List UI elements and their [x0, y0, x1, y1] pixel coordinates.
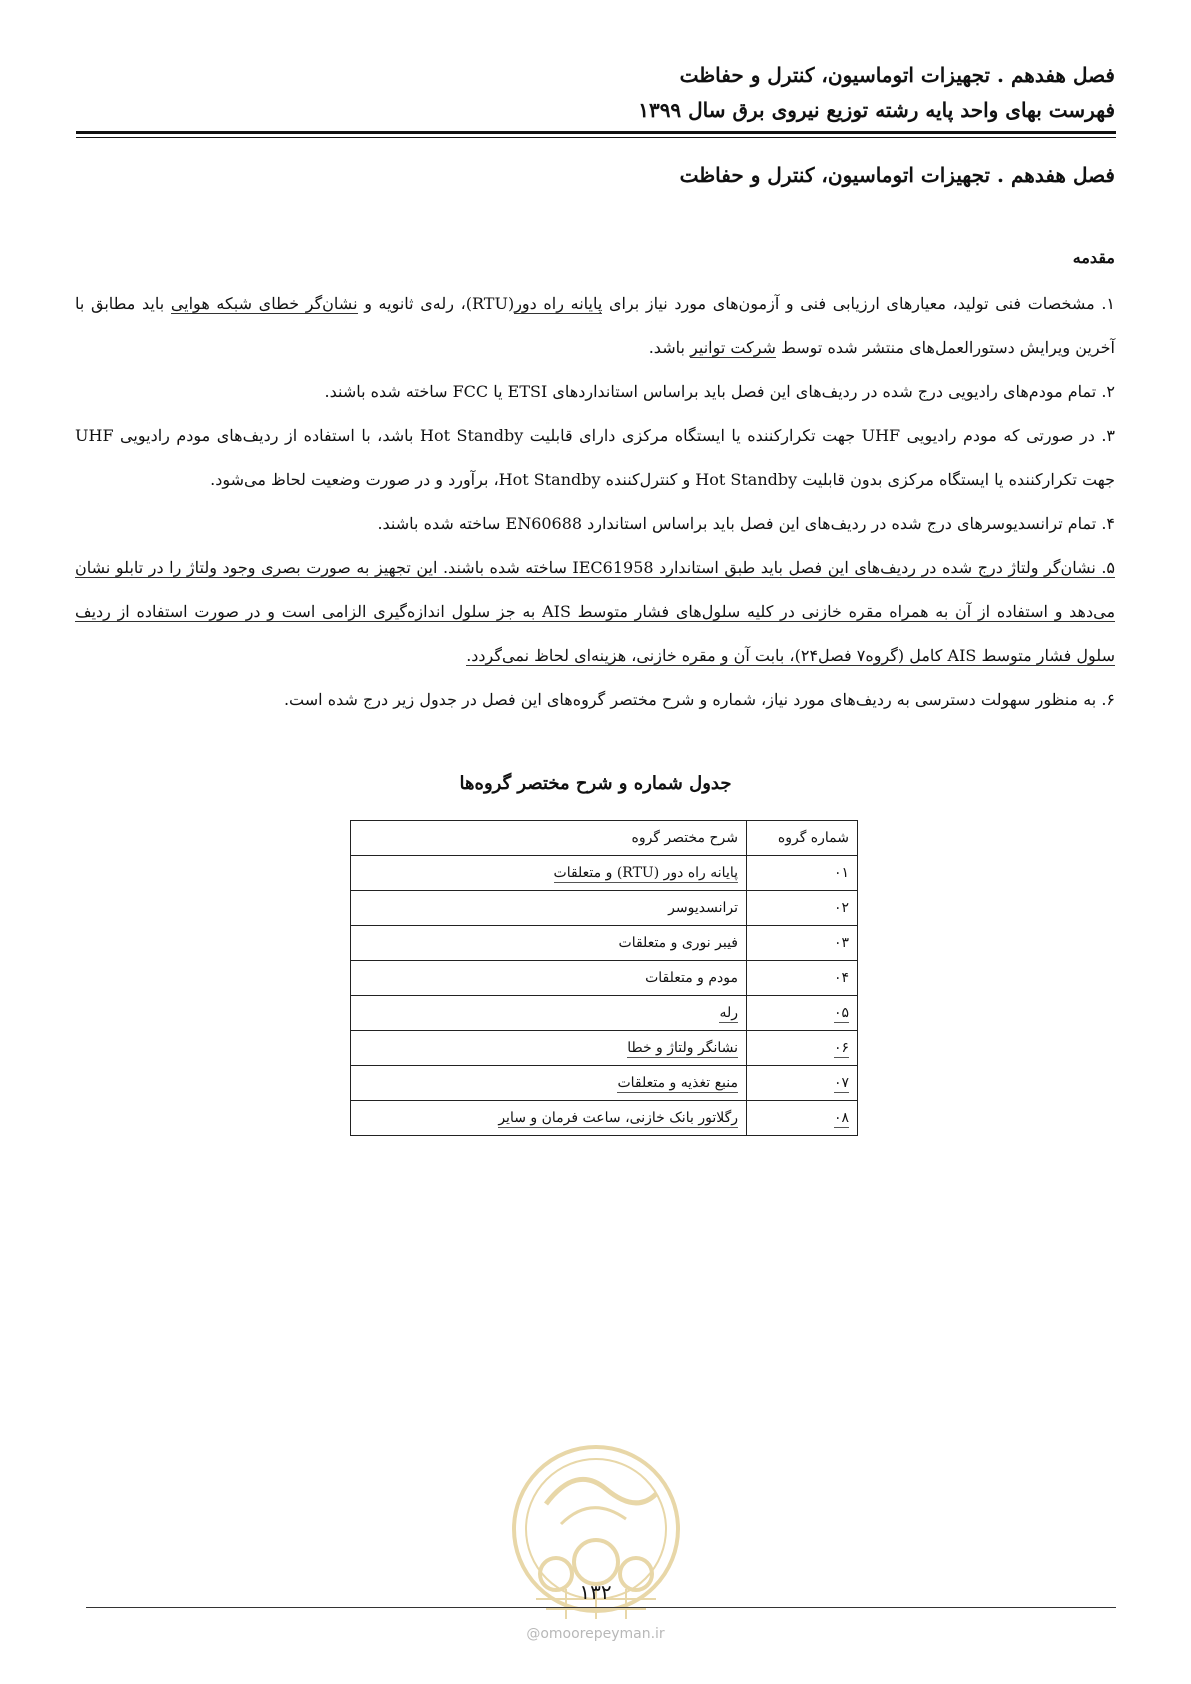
header-rule-thin	[76, 137, 1116, 138]
group-number-text: ۰۶	[833, 1040, 849, 1056]
table-row	[351, 891, 858, 926]
running-header-chapter: فصل هفدهم . تجهیزات اتوماسیون، کنترل و حفاظت	[679, 63, 1115, 87]
group-description-text: منبع تغذیه و متعلقات	[617, 1075, 738, 1091]
intro-heading: مقدمه	[1072, 248, 1115, 267]
table-row	[351, 1101, 858, 1136]
group-number	[747, 1031, 858, 1066]
group-description: فیبر نوری و متعلقات	[351, 926, 747, 961]
paragraph-1-text-e: باید مطابق با آخرین ویرایش دستورالعمل‌های منتشر شده توسط	[75, 294, 1115, 357]
group-number-text: ۰۵	[833, 1005, 849, 1021]
header-group-description: شرح مختصر گروه	[351, 821, 747, 856]
group-number: ۰۴	[747, 961, 858, 996]
group-number: ۰۳	[747, 926, 858, 961]
paragraph-1-text-c: (RTU)، رله‌ی ثانویه و	[357, 294, 515, 313]
group-number	[747, 1066, 858, 1101]
group-number: ۰۲	[747, 891, 858, 926]
table-row	[351, 996, 858, 1031]
group-description-text: رله	[719, 1005, 738, 1021]
table-row	[351, 926, 858, 961]
table-title: جدول شماره و شرح مختصر گروه‌ها	[459, 773, 732, 794]
paragraph-4: ۴. تمام ترانسدیوسرهای درج شده در ردیف‌های این فصل باید براساس استاندارد EN60688 ساخته شده باشند.	[377, 514, 1115, 533]
chapter-title: فصل هفدهم . تجهیزات اتوماسیون، کنترل و حفاظت	[679, 163, 1115, 187]
group-description: مودم و متعلقات	[351, 961, 747, 996]
group-number: ۰۱	[747, 856, 858, 891]
paragraph-6: ۶. به منظور سهولت دسترسی به ردیف‌های مورد نیاز، شماره و شرح مختصر گروه‌های این فصل در جدول زیر درج شده است.	[283, 690, 1115, 709]
paragraph-1-text-a: ۱. مشخصات فنی تولید، معیارهای ارزیابی فنی و آزمون‌های مورد نیاز برای	[602, 294, 1115, 313]
term-tavanir: شرکت توانیر	[690, 338, 776, 357]
running-header-title: فهرست بهای واحد پایه رشته توزیع نیروی برق سال ۱۳۹۹	[638, 98, 1115, 122]
group-description-text: پایانه راه دور (RTU) و متعلقات	[553, 865, 738, 881]
header-rule-thick	[76, 131, 1116, 134]
watermark-url: @omoorepeyman.ir	[526, 1626, 665, 1642]
table-row	[351, 961, 858, 996]
group-description-text: نشانگر ولتاژ و خطا	[627, 1040, 738, 1056]
group-description	[351, 1066, 747, 1101]
paragraph-2: ۲. تمام مودم‌های رادیویی درج شده در ردیف‌های این فصل باید براساس استانداردهای ETSI یا FCC ساخته شده باشند.	[324, 382, 1115, 401]
table-row	[351, 1066, 858, 1101]
group-description: ترانسدیوسر	[351, 891, 747, 926]
paragraph-1	[75, 282, 1115, 370]
group-number	[747, 1101, 858, 1136]
paragraph-3: ۳. در صورتی که مودم رادیویی UHF جهت تکرارکننده یا ایستگاه مرکزی دارای قابلیت Hot Standby باشد، با استفاده از ردیف‌های مودم رادیویی UHF جهت تکرارکننده یا ایستگاه مرکزی بدون قابلیت Hot Standby و کنترل‌کننده Hot Standby، برآورد و در صورت وضعیت لحاظ می‌شود.	[75, 426, 1116, 489]
term-fault-indicator: نشان‌گر خطای شبکه هوایی	[170, 294, 358, 313]
group-description-text: رگلاتور بانک خازنی، ساعت فرمان و سایر	[498, 1110, 738, 1126]
page-number: ۱۳۲	[579, 1580, 612, 1604]
group-description	[351, 1031, 747, 1066]
table-header-row	[351, 821, 858, 856]
paragraph-5	[75, 546, 1115, 678]
term-rtu: پایانه راه دور	[514, 294, 603, 313]
group-number-text: ۰۷	[833, 1075, 849, 1091]
group-description	[351, 856, 747, 891]
paragraph-1-text-g: باشد.	[648, 338, 691, 357]
group-number	[747, 996, 858, 1031]
table-row	[351, 856, 858, 891]
intro-body	[75, 282, 1115, 722]
footer-rule	[86, 1607, 1116, 1608]
paragraph-5-text: ۵. نشان‌گر ولتاژ درج شده در ردیف‌های این فصل باید طبق استاندارد IEC61958 ساخته شده باشند. این تجهیز به صورت بصری وجود ولتاژ را در تابلو نشان می‌دهد و استفاده از آن به همراه مقره خازنی در کلیه سلول‌های فشار متوسط AIS به جز سلول اندازه‌گیری الزامی است و در صورت استفاده از ردیف سلول فشار متوسط AIS کامل (گروه۷ فصل۲۴)، بابت آن و مقره خازنی، هزینه‌ای لحاظ نمی‌گردد.	[75, 558, 1116, 665]
header-group-number: شماره گروه	[747, 821, 858, 856]
group-description	[351, 1101, 747, 1136]
group-number-text: ۰۸	[833, 1110, 849, 1126]
group-description	[351, 996, 747, 1031]
groups-table	[350, 820, 858, 1136]
table-row	[351, 1031, 858, 1066]
